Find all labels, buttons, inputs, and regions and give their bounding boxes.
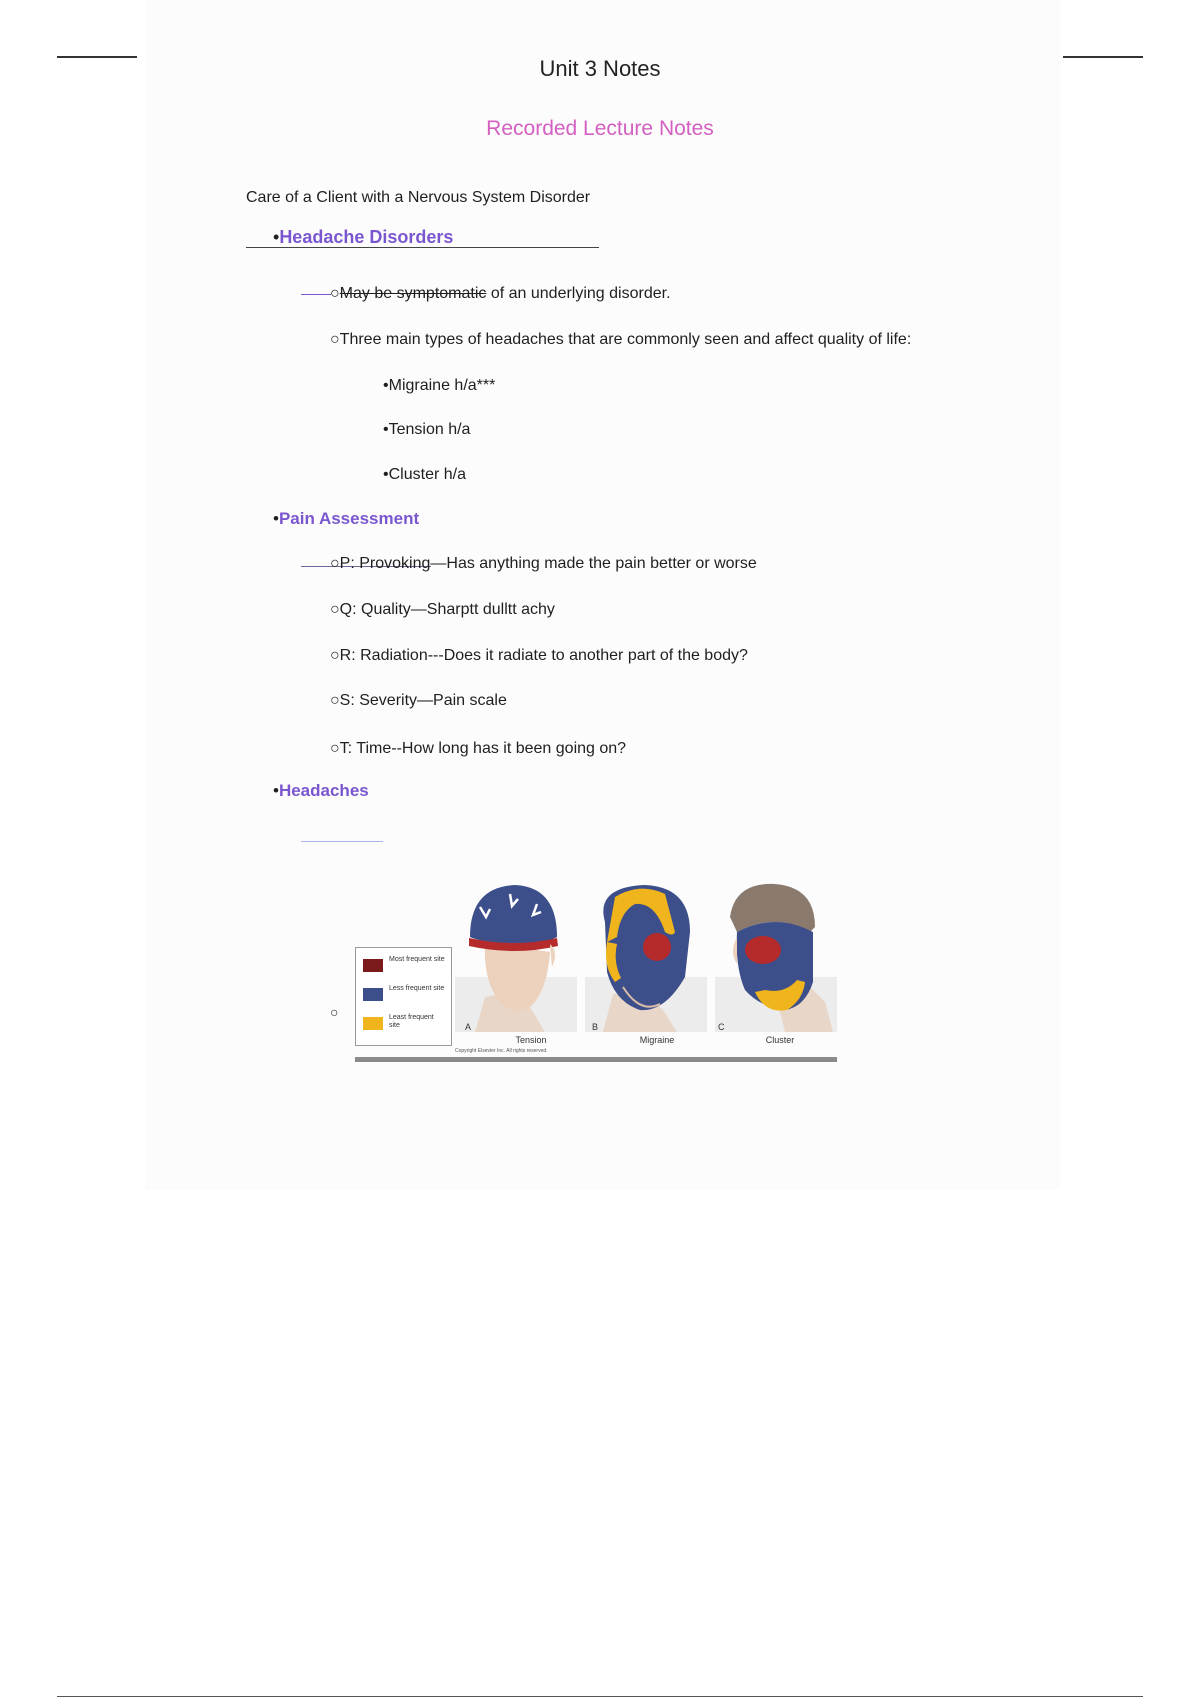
head-illustration-cluster: [715, 882, 837, 1032]
figure-bullet: ○: [330, 1004, 339, 1020]
struck-text: May be symptomatic: [339, 285, 487, 302]
headache-type-migraine: Migraine h/a***: [388, 377, 496, 394]
list-item: [383, 465, 466, 485]
legend-item: [363, 956, 448, 978]
panel-letter: A: [465, 1022, 472, 1032]
legend-item: [363, 985, 448, 1007]
legend-item: [363, 1014, 448, 1036]
list-item: [330, 739, 626, 759]
list-item: [330, 600, 555, 620]
list-item: [330, 646, 748, 666]
list-item: [330, 284, 671, 304]
heading-underline: [246, 247, 599, 248]
list-item: [330, 691, 507, 711]
section-headaches: [273, 781, 369, 801]
bullet: •: [273, 227, 280, 247]
course-title: Care of a Client with a Nervous System Disorder: [246, 189, 591, 206]
panel-name: Migraine: [639, 1035, 675, 1045]
legend-label: Most frequent site: [389, 956, 445, 963]
section-pain-assessment: [273, 509, 419, 529]
strike-mark: [301, 294, 331, 295]
panel-name: Tension: [515, 1035, 547, 1045]
panel-letter: C: [718, 1022, 725, 1032]
sub-bullet: ○: [330, 647, 340, 664]
bullet: •: [273, 509, 279, 528]
headache-figure: [355, 882, 837, 1062]
sub-bullet: ○: [330, 331, 340, 348]
figure-caption-bar: [355, 1057, 837, 1062]
footer-rule: [57, 1696, 1143, 1697]
head-illustration-migraine: [585, 882, 707, 1032]
faint-underline: [301, 841, 383, 842]
section-heading: Headaches: [278, 781, 369, 800]
list-item: [330, 554, 757, 574]
bullet: •: [383, 421, 389, 438]
figure-copyright: Copyright Elsevier Inc. All rights reserved.: [455, 1048, 548, 1054]
list-item: [330, 330, 911, 350]
sub-bullet: ○: [330, 692, 340, 709]
page-title: Unit 3 Notes: [539, 56, 661, 81]
legend-swatch: [363, 988, 383, 1001]
legend-label: Less frequent site: [389, 985, 445, 992]
item-text: of an underlying disorder.: [486, 285, 671, 302]
sub-bullet: ○: [330, 555, 340, 572]
item-text: P: Provoking—Has anything made the pain better or worse: [339, 555, 757, 572]
item-text: Three main types of headaches that are commonly seen and affect quality of life:: [339, 331, 912, 348]
section-headache-disorders: [273, 227, 453, 247]
item-text: S: Severity—Pain scale: [339, 692, 507, 709]
head-illustration-tension: [455, 882, 577, 1032]
item-text: R: Radiation---Does it radiate to another part of the body?: [339, 647, 748, 664]
section-heading: Headache Disorders: [279, 227, 454, 247]
sub-bullet: ○: [330, 740, 340, 757]
bullet: •: [383, 377, 389, 394]
bullet: •: [273, 781, 279, 800]
item-text: T: Time--How long has it been going on?: [339, 740, 627, 757]
legend-swatch: [363, 959, 383, 972]
page-subtitle: Recorded Lecture Notes: [486, 117, 714, 140]
bullet: •: [383, 466, 389, 483]
headache-type-cluster: Cluster h/a: [388, 466, 466, 483]
list-item: [383, 376, 495, 396]
panel-name: Cluster: [765, 1035, 795, 1045]
item-text: Q: Quality—Sharptt dulltt achy: [339, 601, 555, 618]
panel-letter: B: [592, 1022, 599, 1032]
figure-legend: [355, 947, 452, 1046]
sub-bullet: ○: [330, 285, 340, 302]
sub-bullet: ○: [330, 601, 340, 618]
legend-label: Least frequent site: [389, 1014, 434, 1029]
section-heading: Pain Assessment: [278, 509, 420, 528]
list-item: [383, 420, 470, 440]
legend-swatch: [363, 1017, 383, 1030]
headache-type-tension: Tension h/a: [388, 421, 471, 438]
